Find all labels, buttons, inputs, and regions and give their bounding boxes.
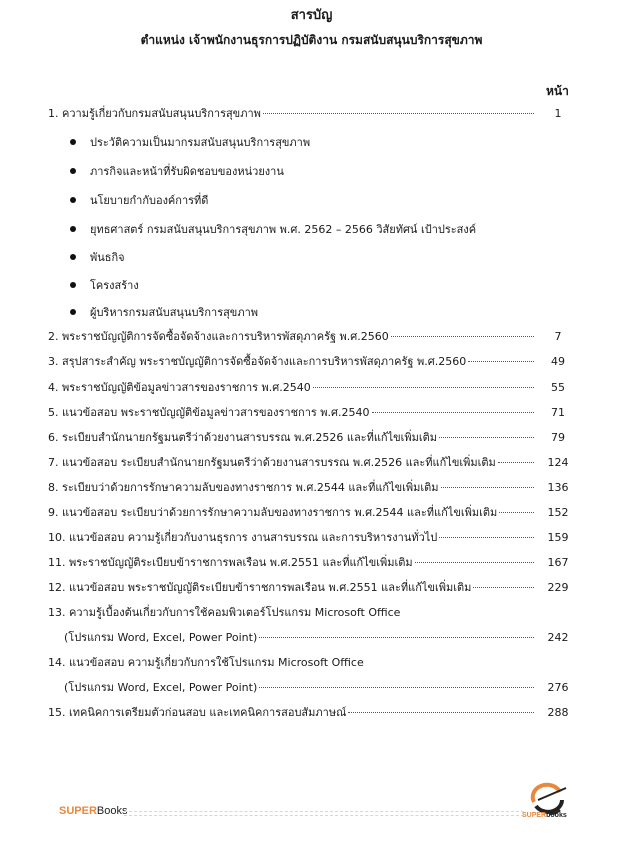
toc-entry-13[interactable]: [48, 603, 578, 623]
toc-entry-10[interactable]: [48, 528, 578, 548]
dot-leader: [473, 587, 534, 588]
dot-leader: [259, 637, 534, 638]
toc-entry-15[interactable]: [48, 703, 578, 723]
dot-leader: [439, 537, 534, 538]
bullet-label: โครงสร้าง: [90, 279, 139, 292]
toc-entry-14[interactable]: [48, 653, 578, 673]
toc-label: 6. ระเบียบสำนักนายกรัฐมนตรีว่าด้วยงานสารบรรณ พ.ศ.2526 และที่แก้ไขเพิ่มเติม: [48, 431, 438, 444]
toc-entry-14-continuation[interactable]: [64, 678, 578, 698]
toc-page-number: 159: [547, 531, 569, 544]
toc-page-number: 79: [551, 431, 565, 444]
toc-entry-5[interactable]: [48, 403, 578, 423]
bullet-icon: [70, 226, 76, 232]
bullet-label: ประวัติความเป็นมากรมสนับสนุนบริการสุขภาพ: [90, 136, 311, 149]
toc-entry-4[interactable]: [48, 378, 578, 398]
toc-sub-bullet[interactable]: [70, 161, 284, 181]
toc-entry-6[interactable]: [48, 428, 578, 448]
toc-entry-7[interactable]: [48, 453, 578, 473]
toc-page-number: 124: [547, 456, 569, 469]
toc-page-number: 1: [554, 107, 562, 120]
dot-leader: [391, 336, 534, 337]
toc-sub-bullet[interactable]: [70, 190, 208, 210]
bullet-icon: [70, 254, 76, 260]
page-subtitle: ตำแหน่ง เจ้าพนักงานธุรการปฏิบัติงาน กรมสนับสนุนบริการสุขภาพ: [140, 33, 483, 47]
toc-label: 1. ความรู้เกี่ยวกับกรมสนับสนุนบริการสุขภาพ: [48, 107, 261, 120]
bullet-icon: [70, 139, 76, 145]
toc-label: 12. แนวข้อสอบ พระราชบัญญัติระเบียบข้าราชการพลเรือน พ.ศ.2551 และที่แก้ไขเพิ่มเติม: [48, 581, 472, 594]
toc-label: 7. แนวข้อสอบ ระเบียบสำนักนายกรัฐมนตรีว่าด้วยงานสารบรรณ พ.ศ.2526 และที่แก้ไขเพิ่มเติม: [48, 456, 496, 469]
toc-entry-1[interactable]: [48, 104, 578, 124]
bullet-icon: [70, 197, 76, 203]
page-title: สารบัญ: [290, 8, 333, 23]
logo-books-text: books: [546, 812, 567, 819]
bullet-label: ผู้บริหารกรมสนับสนุนบริการสุขภาพ: [90, 306, 259, 319]
bullet-label: นโยบายกำกับองค์การที่ดี: [90, 194, 209, 207]
toc-label: (โปรแกรม Word, Excel, Power Point): [64, 681, 258, 694]
dot-leader: [499, 512, 534, 513]
toc-label: (โปรแกรม Word, Excel, Power Point): [64, 631, 258, 644]
bullet-label: ยุทธศาสตร์ กรมสนับสนุนบริการสุขภาพ พ.ศ. 2562 – 2566 วิสัยทัศน์ เป้าประสงค์: [90, 223, 477, 236]
toc-label: 10. แนวข้อสอบ ความรู้เกี่ยวกับงานธุรการ งานสารบรรณ และการบริหารงานทั่วไป: [48, 531, 438, 544]
dot-leader: [498, 462, 534, 463]
logo-wordmark: [522, 812, 567, 819]
toc-label: 11. พระราชบัญญัติระเบียบข้าราชการพลเรือน พ.ศ.2551 และที่แก้ไขเพิ่มเติม: [48, 556, 413, 569]
footer-divider: [124, 811, 524, 816]
brand-super-text: SUPER: [59, 805, 97, 817]
toc-label: 4. พระราชบัญญัติข้อมูลข่าวสารของราชการ พ.ศ.2540: [48, 381, 311, 394]
toc-page-number: 136: [547, 481, 569, 494]
bullet-icon: [70, 309, 76, 315]
toc-page-number: 276: [547, 681, 569, 694]
toc-sub-bullet[interactable]: [70, 302, 258, 322]
toc-page-number: 55: [551, 381, 565, 394]
toc-entry-3[interactable]: [48, 352, 578, 372]
toc-page-number: 152: [547, 506, 569, 519]
bullet-label: ภารกิจและหน้าที่รับผิดชอบของหน่วยงาน: [90, 165, 284, 178]
toc-sub-bullet[interactable]: [70, 219, 476, 239]
toc-entry-8[interactable]: [48, 478, 578, 498]
toc-label: 9. แนวข้อสอบ ระเบียบว่าด้วยการรักษาความลับของทางราชการ พ.ศ.2544 และที่แก้ไขเพิ่มเติม: [48, 506, 498, 519]
toc-entry-9[interactable]: [48, 503, 578, 523]
toc-page-number: 288: [547, 706, 569, 719]
toc-sub-bullet[interactable]: [70, 275, 139, 295]
toc-label: 8. ระเบียบว่าด้วยการรักษาความลับของทางราชการ พ.ศ.2544 และที่แก้ไขเพิ่มเติม: [48, 481, 439, 494]
dot-leader: [259, 687, 534, 688]
bullet-icon: [70, 168, 76, 174]
toc-page-number: 242: [547, 631, 569, 644]
dot-leader: [313, 387, 534, 388]
dot-leader: [439, 437, 534, 438]
toc-label: 14. แนวข้อสอบ ความรู้เกี่ยวกับการใช้โปรแกรม Microsoft Office: [48, 656, 364, 669]
dot-leader: [468, 361, 534, 362]
toc-label: 2. พระราชบัญญัติการจัดซื้อจัดจ้างและการบริหารพัสดุภาครัฐ พ.ศ.2560: [48, 330, 389, 343]
toc-sub-bullet[interactable]: [70, 132, 310, 152]
brand-books-text: Books: [96, 805, 128, 817]
footer-brand: [59, 805, 127, 817]
toc-page-number: 167: [547, 556, 569, 569]
dot-leader: [348, 712, 534, 713]
toc-page-number: 7: [554, 330, 562, 343]
toc-sub-bullet[interactable]: [70, 247, 125, 267]
logo-super-text: SUPER: [522, 812, 547, 819]
toc-page-number: 229: [547, 581, 569, 594]
toc-entry-12[interactable]: [48, 578, 578, 598]
toc-label: 5. แนวข้อสอบ พระราชบัญญัติข้อมูลข่าวสารของราชการ พ.ศ.2540: [48, 406, 370, 419]
bullet-label: พันธกิจ: [90, 251, 125, 264]
toc-entry-13-continuation[interactable]: [64, 628, 578, 648]
toc-label: 15. เทคนิคการเตรียมตัวก่อนสอบ และเทคนิคการสอบสัมภาษณ์: [48, 706, 347, 719]
bullet-icon: [70, 282, 76, 288]
dot-leader: [372, 412, 535, 413]
toc-entry-2[interactable]: [48, 327, 578, 347]
dot-leader: [441, 487, 534, 488]
page-column-header: หน้า: [546, 84, 569, 98]
dot-leader: [263, 113, 534, 114]
dot-leader: [415, 562, 534, 563]
toc-label: 3. สรุปสาระสำคัญ พระราชบัญญัติการจัดซื้อจัดจ้างและการบริหารพัสดุภาครัฐ พ.ศ.2560: [48, 355, 467, 368]
toc-entry-11[interactable]: [48, 553, 578, 573]
toc-label: 13. ความรู้เบื้องต้นเกี่ยวกับการใช้คอมพิวเตอร์โปรแกรม Microsoft Office: [48, 606, 401, 619]
toc-page-number: 49: [551, 355, 565, 368]
toc-page-number: 71: [551, 406, 565, 419]
